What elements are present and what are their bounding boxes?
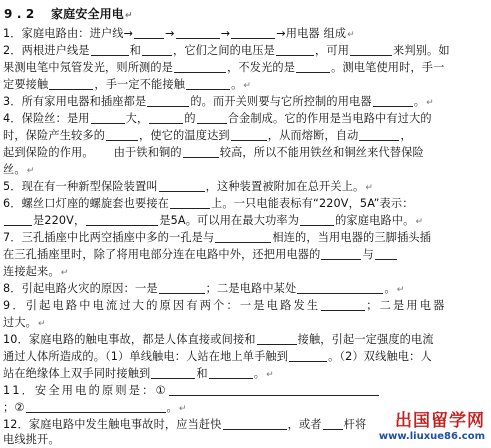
blank[interactable] [151,366,195,379]
watermark-name: 出国留学网 [395,411,485,431]
blank[interactable] [231,26,275,39]
blank[interactable] [359,128,399,141]
blank[interactable] [321,247,361,260]
blank[interactable] [231,128,267,141]
blank[interactable] [321,298,365,311]
blank[interactable] [134,26,164,39]
blank[interactable] [49,77,93,90]
question-9-line-2: 过大。↵ [3,316,46,329]
question-10-line-2: 通过人体所造成的。（1）单线触电：人站在地上单手触到 。（2）双线触电：人 [3,350,432,363]
blank[interactable] [296,60,330,73]
question-4: 4．保险丝：是用 大， 的 合金制成。它的作用是当电路中有过大的 [3,112,432,125]
blank[interactable] [176,26,220,39]
question-3: 3．所有家用电器和插座都是 的。而开关则要与它所控制的用电器 。↵ [3,95,434,108]
blank[interactable] [174,60,226,73]
question-9: 9．引起电路中电流过大的原因有两个：一是电路发生 ；二是用电器 [3,299,447,312]
blank[interactable] [215,230,271,243]
question-10-line-3: 站在绝缘体上双手同时接触到 和 。↵ [3,367,274,380]
question-10: 10．家庭电路的触电事故，都是人体直接或间接和 接触，引起一定强度的电流 [3,333,434,346]
blank[interactable] [26,400,166,413]
blank[interactable] [350,43,392,56]
blank[interactable] [257,332,297,345]
blank[interactable] [169,383,379,396]
question-4-line-4: 丝。↵ [3,163,35,176]
question-11-line-2: ；② 。↵ [3,401,187,414]
question-8: 8．引起电路火灾的原因：一是 ；二是电路中某处 。↵ [3,282,405,295]
question-11: 11．安全用电的原则是：① [3,383,380,399]
blank[interactable] [91,43,129,56]
blank[interactable] [91,111,125,124]
question-6-line-2: 是220V， 是5A。可以用在最大功率为 的家庭电路中。↵ [3,213,423,230]
watermark-logo [350,412,485,444]
blank[interactable] [149,111,183,124]
blank[interactable] [276,43,314,56]
blank[interactable] [142,43,172,56]
blank[interactable] [223,417,287,430]
question-6: 6．螺丝口灯座的螺旋套也要接在 上。一只电能表标有“220V，5A”表示： [3,197,414,210]
blank[interactable] [186,77,230,90]
blank[interactable] [159,179,205,192]
section-title: 家庭安全用电 [51,7,124,21]
blank[interactable] [106,128,138,141]
section-heading: 9 . 2 家庭安全用电↵ [4,7,133,21]
question-4-line-2: 时，保险产生较多的 ，使它的温度达到 ，从而熔断，自动 ， [3,129,412,142]
question-4-line-3: 起到保险的作用。 由于铁和铜的 较高，所以不能用铁丝和铜丝来代替保险 [3,146,424,159]
blank[interactable] [147,94,189,107]
blank[interactable] [375,247,397,260]
section-number: 9 . 2 [4,7,35,21]
question-1: 1．家庭电路由：进户线→ → → →用电器 组成↵ [3,27,355,40]
blank[interactable] [373,94,413,107]
blank[interactable] [297,281,383,294]
blank[interactable] [197,111,227,124]
blank[interactable] [86,213,158,226]
question-7-line-2: 在三孔插座里时，除了将用电部分连在电路中外，还把用电器的 与 [3,247,398,263]
blank[interactable] [209,366,253,379]
question-12: 12．家庭电路中发生触电事故时，应当赶快 ，或者 杆将 [3,418,367,431]
blank[interactable] [323,417,343,430]
question-2-line-3: 定要接触 ，手一定不能接触 。↵ [3,78,252,91]
blank[interactable] [289,349,327,362]
question-12-line-2: 电线挑开。 [3,433,60,446]
question-7-line-3: 连接起来。↵ [3,265,69,278]
question-2: 2．两根进户线是 和 ，它们之间的电压是 ，可用 来判别。如 [3,44,450,57]
blank[interactable] [183,145,219,158]
blank[interactable] [4,213,32,226]
question-2-line-2: 果测电笔中氖管发光，则所测的是 ，不发光的是 。测电笔使用时，手一 [3,61,445,74]
watermark-url: www.liuxue86.com [378,431,485,442]
question-7: 7．三孔插座中比两空插座中多的一孔是与 相连的，当用电器的三脚插头插 [3,231,432,244]
blank[interactable] [170,196,210,209]
blank[interactable] [300,213,334,226]
blank[interactable] [159,281,205,294]
question-5: 5．现在有一种新型保险装置叫 ，这种装置被附加在总开关上。↵ [3,180,374,193]
